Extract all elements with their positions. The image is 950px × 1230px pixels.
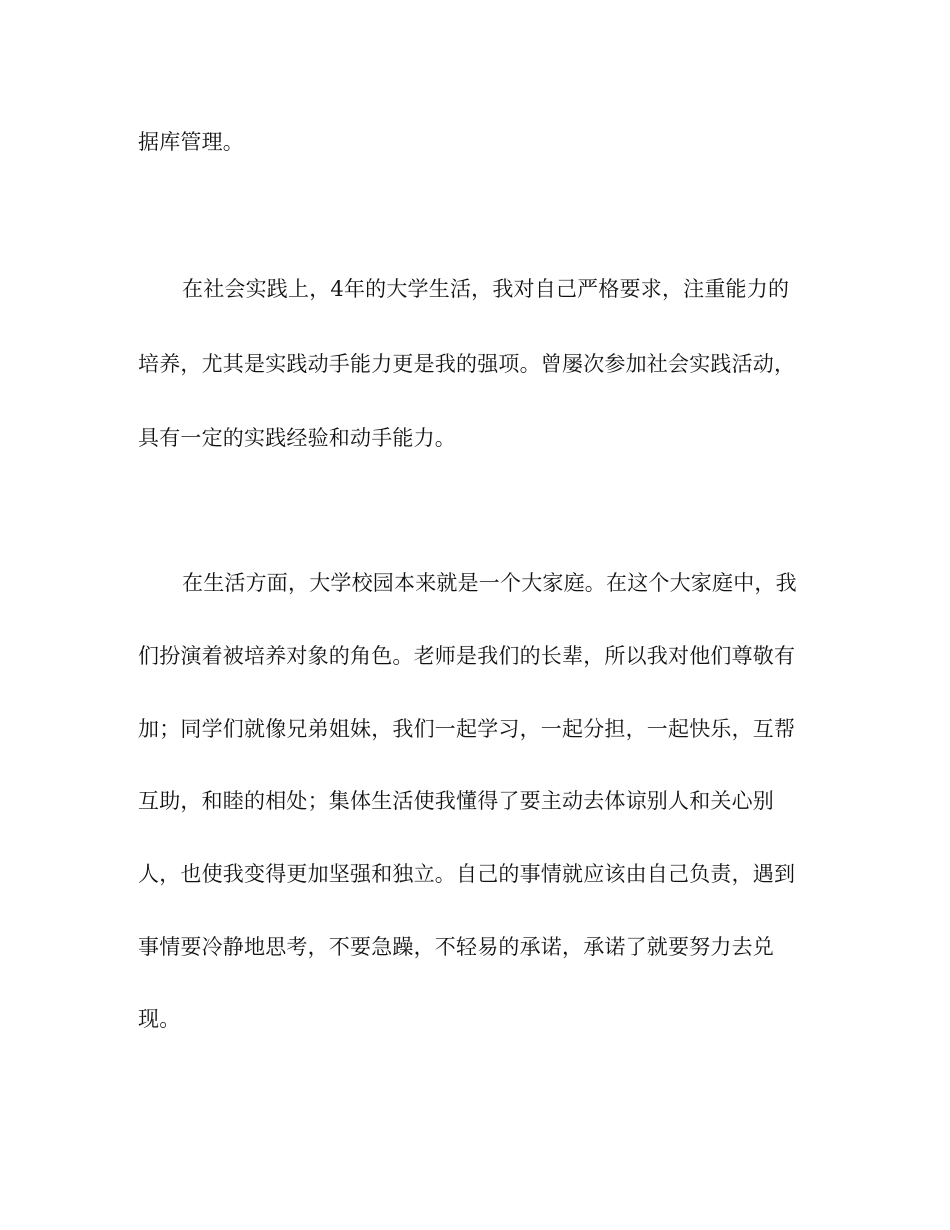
paragraph-2-line-1: 在社会实践上，4年的大学生活，我对自己严格要求，注重能力的 — [182, 277, 790, 301]
paragraph-3-line-4: 互助，和睦的相处；集体生活使我懂得了要主动去体谅别人和关心别 — [138, 789, 774, 813]
paragraph-3-line-1: 在生活方面，大学校园本来就是一个大家庭。在这个大家庭中，我 — [182, 571, 797, 595]
paragraph-2-line-3: 具有一定的实践经验和动手能力。 — [138, 426, 456, 450]
paragraph-3-line-3: 加；同学们就像兄弟姐妹，我们一起学习，一起分担，一起快乐，互帮 — [138, 717, 796, 741]
paragraph-2-line-2: 培养，尤其是实践动手能力更是我的强项。曾屡次参加社会实践活动， — [138, 352, 796, 376]
paragraph-3-line-6: 事情要冷静地思考，不要急躁，不轻易的承诺，承诺了就要努力去兑 — [138, 935, 774, 959]
paragraph-1-line-1: 据库管理。 — [138, 130, 244, 154]
paragraph-3-line-5: 人，也使我变得更加坚强和独立。自己的事情就应该由自己负责，遇到 — [138, 862, 796, 886]
paragraph-3-line-2: 们扮演着被培养对象的角色。老师是我们的长辈，所以我对他们尊敬有 — [138, 644, 796, 668]
paragraph-3-line-7: 现。 — [138, 1007, 181, 1031]
